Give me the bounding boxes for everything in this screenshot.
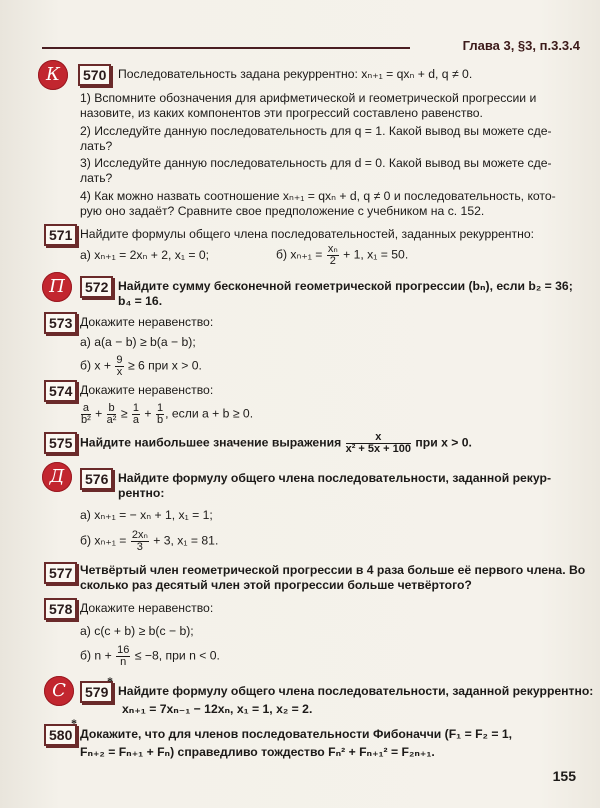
exercise-number-577: 577 [44,562,77,584]
exercise-573-fraction [115,355,123,378]
exercise-576-part-b [80,530,218,553]
fraction-numerator: a [82,402,89,414]
exercise-580-line2: Fₙ₊₂ = Fₙ₊₁ + Fₙ) справедливо тождество Fₙ² + Fₙ₊₁² = F₂ₙ₊₁. [80,745,435,759]
fraction-numerator: 16 [117,644,130,656]
chapter-title: Глава 3, §3, п.3.3.4 [462,38,580,53]
fraction-denominator: a [132,414,140,426]
exercise-570-q4-line1: 4) Как можно назвать соотношение xₙ₊₁ = qxₙ + d, q ≠ 0 и последовательность, кото- [80,189,556,203]
exercise-576-fraction [131,530,149,553]
fraction-denominator: a² [106,414,117,426]
exercise-570-q2-line1: 2) Исследуйте данную последовательность для q = 1. Какой вывод вы можете сде- [80,124,552,138]
exercise-577-line2: сколько раз десятый член этой прогрессии больше четвёртого? [80,578,472,592]
fraction-denominator: 3 [136,541,143,553]
fraction-numerator: 9 [116,354,123,366]
exercise-570-q3-line1: 3) Исследуйте данную последовательность для d = 0. Какой вывод вы можете сде- [80,156,552,170]
exercise-571-b-prefix: б) xₙ₊₁ = [276,247,323,262]
exercise-571-fraction [327,244,339,267]
level-badge-s: С [44,676,74,706]
exercise-578-fraction [116,645,130,668]
exercise-570-q4-line2: рую оно задаёт? Сравните свое предположение с учебником на с. 152. [80,204,485,218]
exercise-572-line2: b₄ = 16. [118,294,163,308]
fraction-numerator: x [346,432,411,444]
fraction-numerator: 2xₙ [131,529,148,541]
exercise-576-line1: Найдите формулу общего члена последовательности, заданной рекур- [118,471,552,485]
exercise-574-inequality: $\frac{a}{\text{b²}}$ + $\frac{b}{\text{a²}}$ ≥ $\frac{1}{a}$ + $\frac{1}{b}$ , если a + b ≥ 0. [81,402,254,426]
exercise-575-fraction [346,432,411,455]
fraction-denominator: b [156,414,164,426]
exercise-580-star: * [71,716,77,730]
exercise-574-condition: , если a + b ≥ 0. [165,406,254,421]
exercise-577-line1: Четвёртый член геометрической прогрессии в 4 раза больше её первого члена. Во [80,563,586,577]
exercise-570-q2-line2: лать? [80,139,113,153]
exercise-number-580: 580 [44,724,77,746]
fraction-numerator: xₙ [327,243,338,255]
exercise-number-572: 572 [80,276,113,298]
fraction-1-over-a [132,403,140,426]
exercise-571-part-a: а) xₙ₊₁ = 2xₙ + 2, x₁ = 0; [80,248,210,262]
exercise-number-573: 573 [44,312,77,334]
exercise-571-b-suffix: + 1, x₁ = 50. [343,247,409,262]
level-badge-d: Д [42,462,72,492]
exercise-571-part-b [276,244,408,267]
fraction-a-over-b2 [81,403,91,426]
fraction-numerator: 1 [132,402,140,414]
fraction-denominator: x² + 5x + 100 [345,443,412,455]
exercise-number-579: 579 [80,681,113,703]
exercise-580-line1: Докажите, что для членов последовательности Фибоначчи (F₁ = F₂ = 1, [80,727,513,741]
exercise-578-part-b [80,645,220,668]
exercise-579-line2: xₙ₊₁ = 7xₙ₋₁ − 12xₙ, x₁ = 1, x₂ = 2. [122,702,313,716]
exercise-570-q1-line1: 1) Вспомните обозначения для арифметической и геометрической прогрессии и [80,91,537,105]
exercise-570-q3-line2: лать? [80,171,113,185]
exercise-578-b-prefix: б) n + [80,648,112,663]
fraction-1-over-b [156,403,164,426]
chapter-header [42,38,580,54]
exercise-number-571: 571 [44,224,77,246]
level-badge-p: П [42,272,72,302]
fraction-b-over-a2 [107,403,117,426]
exercise-574-stem: Докажите неравенство: [80,383,214,397]
exercise-573-part-b [80,355,202,378]
exercise-number-575: 575 [44,432,77,454]
exercise-573-b-prefix: б) x + [80,358,112,373]
exercise-number-576: 576 [80,468,113,490]
fraction-denominator: b² [81,414,91,426]
exercise-578-stem: Докажите неравенство: [80,601,214,615]
exercise-579-star: * [107,674,113,688]
header-rule [42,47,410,49]
fraction-numerator: b [108,402,115,414]
exercise-number-574: 574 [44,380,77,402]
exercise-575-prefix: Найдите наибольшее значение выражения [80,435,342,450]
exercise-573-b-suffix: ≥ 6 при x > 0. [127,358,202,373]
exercise-number-570: 570 [78,64,111,86]
exercise-576-part-a: а) xₙ₊₁ = − xₙ + 1, x₁ = 1; [80,508,213,522]
exercise-572-line1: Найдите сумму бесконечной геометрической прогрессии (bₙ), если b₂ = 36; [118,279,573,293]
level-badge-k: К [38,60,68,90]
fraction-denominator: x [116,366,123,378]
exercise-576-line2: рентно: [118,486,165,500]
exercise-579-line1: Найдите формулу общего члена последовательности, заданной рекуррентно: [118,684,594,698]
exercise-575-suffix: при x > 0. [415,435,472,450]
exercise-576-b-suffix: + 3, x₁ = 81. [153,533,219,548]
exercise-570-stem: Последовательность задана рекуррентно: xₙ₊₁ = qxₙ + d, q ≠ 0. [118,67,473,81]
exercise-575-text [80,432,472,455]
exercise-576-b-prefix: б) xₙ₊₁ = [80,533,127,548]
fraction-denominator: n [120,656,127,668]
page-number: 155 [552,768,576,784]
exercise-570-q1-line2: назовите, из каких компонентов эти прогрессий составлено равенство. [80,106,483,120]
exercise-number-578: 578 [44,598,77,620]
exercise-573-stem: Докажите неравенство: [80,315,214,329]
exercise-571-stem: Найдите формулы общего члена последовательностей, заданных рекуррентно: [80,227,534,241]
fraction-numerator: 1 [156,402,164,414]
fraction-denominator: 2 [329,255,336,267]
exercise-578-part-a: а) c(c + b) ≥ b(c − b); [80,624,194,638]
exercise-578-b-suffix: ≤ −8, при n < 0. [134,648,220,663]
exercise-573-part-a: а) a(a − b) ≥ b(a − b); [80,335,196,349]
